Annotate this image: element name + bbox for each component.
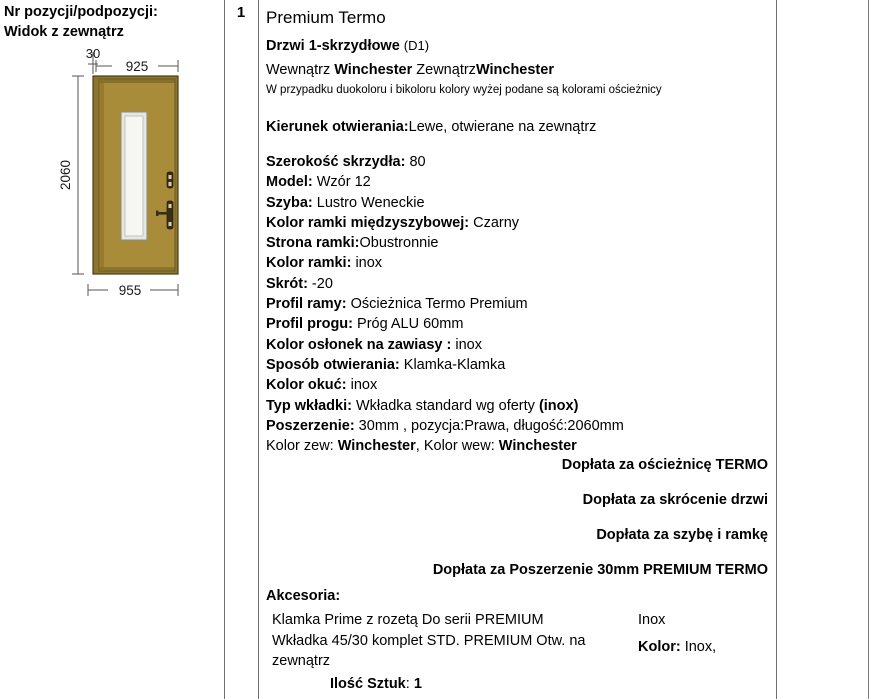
attribute-value: Ościeżnica Termo Premium bbox=[346, 296, 528, 313]
attribute-key: Kolor ramki międzyszybowej: bbox=[266, 214, 470, 231]
color-separator: , bbox=[415, 438, 424, 455]
accessory-list bbox=[266, 610, 636, 672]
product-subtitle bbox=[266, 33, 771, 59]
attribute-list bbox=[266, 152, 771, 456]
color-note: W przypadku duokoloru i bikoloru kolory wyżej podane są kolorami ościeżnicy bbox=[266, 84, 662, 96]
inner-color-val: Winchester bbox=[498, 438, 577, 455]
surcharge-item: Dopłata za ościeżnicę TERMO bbox=[561, 457, 768, 473]
glass-panel bbox=[125, 116, 143, 236]
door-technical-drawing bbox=[0, 44, 224, 314]
attribute-key: Model: bbox=[266, 174, 313, 191]
accessories-body bbox=[266, 610, 771, 694]
attribute-value: 80 bbox=[405, 154, 426, 170]
attribute-key: Sposób otwierania: bbox=[266, 356, 400, 373]
attribute-value: Klamka-Klamka bbox=[399, 356, 506, 373]
inner-color-key: Kolor wew: bbox=[423, 438, 499, 455]
attribute-row-colors bbox=[266, 436, 771, 456]
attribute-key: Poszerzenie: bbox=[266, 417, 355, 434]
color-summary bbox=[266, 59, 771, 82]
attribute-row bbox=[266, 314, 771, 334]
divider-left-column bbox=[224, 0, 225, 699]
accessory-quantity-row bbox=[266, 674, 771, 695]
attribute-key: Kolor okuć: bbox=[266, 377, 347, 394]
surcharge-list bbox=[300, 455, 768, 580]
outer-color-val: Winchester bbox=[337, 438, 416, 455]
position-header-label: Nr pozycji/podpozycji: bbox=[4, 4, 158, 20]
surcharge-item: Dopłata za szybę i ramkę bbox=[596, 527, 768, 543]
quantity-label: Ilość Sztuk bbox=[330, 675, 406, 692]
attribute-value-emphasis: (inox) bbox=[538, 397, 579, 414]
attribute-key: Kolor ramki: bbox=[266, 255, 352, 272]
attribute-value: inox bbox=[451, 336, 482, 353]
attribute-value: 30mm , pozycja:Prawa, długość:2060mm bbox=[354, 417, 624, 434]
opening-direction-row bbox=[266, 117, 771, 137]
outer-color-label: Zewnątrz bbox=[412, 62, 476, 78]
attribute-value: inox bbox=[346, 377, 378, 394]
attribute-row bbox=[266, 152, 771, 172]
attribute-row bbox=[266, 274, 771, 294]
attribute-key: Profil ramy: bbox=[266, 296, 347, 313]
accessory-color-row bbox=[638, 637, 778, 658]
attribute-value: Obustronnie bbox=[359, 235, 439, 252]
attribute-row bbox=[266, 172, 771, 192]
position-number: 1 bbox=[236, 4, 246, 21]
inner-color-label: Wewnątrz bbox=[266, 62, 335, 78]
accessory-color-label: Kolor: bbox=[638, 638, 681, 655]
attribute-key: Typ wkładki: bbox=[266, 397, 352, 414]
surcharge-item: Dopłata za skrócenie drzwi bbox=[582, 492, 768, 508]
attribute-key: Profil progu: bbox=[266, 316, 353, 333]
accessories-title: Akcesoria: bbox=[266, 588, 341, 604]
attribute-row bbox=[266, 375, 771, 395]
attribute-row bbox=[266, 416, 771, 436]
attribute-key: Szyba: bbox=[266, 194, 313, 211]
dimension-height-marker bbox=[72, 76, 84, 274]
accessory-item: Klamka Prime z rozetą Do serii PREMIUM bbox=[272, 612, 544, 628]
attribute-key: Szerokość skrzydła: bbox=[266, 154, 406, 170]
accessory-finish: Inox bbox=[638, 612, 666, 628]
attribute-value: Czarny bbox=[469, 214, 520, 231]
quantity-value: 1 bbox=[413, 675, 422, 692]
accessories-section bbox=[266, 586, 771, 694]
attribute-value: Próg ALU 60mm bbox=[353, 316, 464, 333]
attribute-row bbox=[266, 294, 771, 314]
attribute-row bbox=[266, 335, 771, 355]
attribute-key: Strona ramki: bbox=[266, 235, 360, 252]
attribute-row bbox=[266, 193, 771, 213]
surcharge-item: Dopłata za Poszerzenie 30mm PREMIUM TERMO bbox=[432, 562, 768, 578]
dimension-bottom-width-label: 955 bbox=[118, 283, 142, 298]
attribute-row bbox=[266, 253, 771, 273]
door-handle bbox=[157, 212, 169, 215]
attribute-value: Wkładka standard wg oferty bbox=[351, 397, 539, 414]
divider-position-column bbox=[258, 0, 259, 699]
attribute-key: Skrót: bbox=[266, 275, 308, 292]
dimension-top-small-label: 30 bbox=[85, 46, 101, 61]
outer-color-value: Winchester bbox=[475, 62, 554, 78]
attribute-key: Kolor osłonek na zawiasy : bbox=[266, 336, 452, 353]
attribute-value: inox bbox=[351, 255, 383, 272]
attribute-row bbox=[266, 233, 771, 253]
accessory-attributes bbox=[638, 610, 778, 657]
attribute-row bbox=[266, 213, 771, 233]
view-header-label: Widok z zewnątrz bbox=[4, 24, 124, 40]
attribute-value: -20 bbox=[307, 275, 333, 292]
divider-right-edge bbox=[868, 0, 869, 699]
product-specification bbox=[266, 0, 771, 456]
inner-color-value: Winchester bbox=[334, 62, 413, 78]
outer-color-key: Kolor zew: bbox=[266, 438, 338, 455]
product-code-label: (D1) bbox=[403, 38, 430, 53]
product-title: Premium Termo bbox=[266, 8, 386, 27]
attribute-value: Wzór 12 bbox=[312, 174, 371, 191]
dimension-top-width-label: 925 bbox=[125, 59, 149, 74]
opening-direction-label: Kierunek otwierania: bbox=[266, 119, 409, 135]
divider-price-column bbox=[776, 0, 777, 699]
dimension-height-label: 2060 bbox=[58, 159, 73, 191]
attribute-value: Lustro Weneckie bbox=[312, 194, 425, 211]
opening-direction-value: Lewe, otwierane na zewnątrz bbox=[408, 119, 597, 135]
accessory-item: Wkładka 45/30 komplet STD. PREMIUM Otw. na zewnątrz bbox=[272, 632, 586, 669]
attribute-row bbox=[266, 396, 771, 416]
left-column-header bbox=[4, 2, 220, 42]
quantity-separator: : bbox=[405, 675, 414, 692]
accessory-color-value: Inox, bbox=[680, 638, 717, 655]
attribute-row bbox=[266, 355, 771, 375]
product-type-label: Drzwi 1-skrzydłowe bbox=[266, 38, 400, 54]
